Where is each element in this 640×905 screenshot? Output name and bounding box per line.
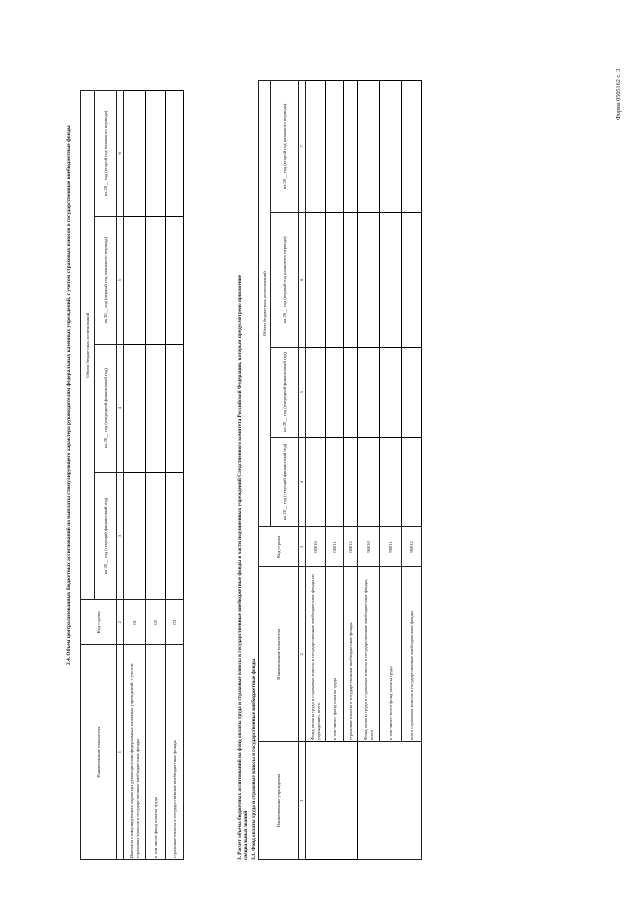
value-cell[interactable] [326, 437, 344, 527]
value-cell[interactable] [344, 81, 358, 213]
row-name: в том числе: фонд оплаты труда [326, 567, 344, 742]
row-code: 02 [146, 600, 166, 645]
header-year-plan-2: на 20__ год (второй год планового периода) [271, 81, 299, 213]
column-number: 3 [299, 527, 306, 567]
row-code: 90012 [402, 527, 422, 567]
value-cell[interactable] [380, 81, 402, 213]
value-cell[interactable] [124, 472, 146, 600]
row-code: 00010 [306, 527, 326, 567]
row-name: страховые взносы в государственные внебюджетные фонды [166, 645, 184, 860]
row-name: Выплаты стимулирующего характера руководителям федеральных казенных учреждений, с учетом страховых взносов в государственные внебюджетные фонды [124, 645, 146, 860]
value-cell[interactable] [166, 216, 184, 344]
institution-name-cell [358, 742, 422, 860]
value-cell[interactable] [306, 81, 326, 213]
value-cell[interactable] [402, 81, 422, 213]
section-3-title-continued: специальных званий [243, 810, 249, 860]
column-number: 2 [117, 600, 124, 645]
column-number: 7 [299, 81, 306, 213]
value-cell[interactable] [344, 437, 358, 527]
header-year-next: на 20__ год (очередной финансовый год) [95, 344, 117, 472]
value-cell[interactable] [344, 347, 358, 437]
header-row-code: Код строки [81, 600, 117, 645]
value-cell[interactable] [146, 216, 166, 344]
value-cell[interactable] [124, 216, 146, 344]
column-number: 2 [299, 567, 306, 742]
value-cell[interactable] [166, 91, 184, 217]
value-cell[interactable] [124, 91, 146, 217]
header-year-current: на 20__ год (текущий финансовый год) [271, 437, 299, 527]
header-year-current: на 20__ год (текущий финансовый год) [95, 472, 117, 600]
value-cell[interactable] [146, 472, 166, 600]
row-name: Фонд оплаты труда и страховые взносы в государственные внебюджетные фонды по учреждению, всего [306, 567, 326, 742]
value-cell[interactable] [358, 437, 380, 527]
value-cell[interactable] [402, 347, 422, 437]
value-cell[interactable] [358, 212, 380, 347]
value-cell[interactable] [146, 91, 166, 217]
value-cell[interactable] [402, 437, 422, 527]
header-row-code: Код строки [259, 527, 299, 567]
row-name: в том числе фонд оплаты труда [146, 645, 166, 860]
value-cell[interactable] [326, 81, 344, 213]
value-cell[interactable] [380, 437, 402, 527]
header-year-plan-1: на 20__ год (первый год планового периода) [95, 216, 117, 344]
column-number: 3 [117, 472, 124, 600]
section-2-4-title: 2.4. Объем централизованных бюджетных ассигнований на выплаты стимулирующего характера руководителям федеральных казенных учреждений, с учетом страховых взносов в государственные внебюджетные фонды [66, 125, 72, 665]
value-cell[interactable] [380, 212, 402, 347]
table-2-4 [80, 90, 184, 860]
value-cell[interactable] [358, 81, 380, 213]
institution-name-cell[interactable] [306, 742, 358, 860]
column-number: 4 [117, 344, 124, 472]
row-code: 00011 [326, 527, 344, 567]
header-indicator-name: Наименование показателя [259, 567, 299, 742]
value-cell[interactable] [124, 344, 146, 472]
column-number: 5 [299, 347, 306, 437]
row-code: 90011 [380, 527, 402, 567]
value-cell[interactable] [306, 212, 326, 347]
value-cell[interactable] [402, 212, 422, 347]
column-number: 5 [117, 216, 124, 344]
section-3-1-title: 3.1. Фонд оплаты труда и страховые взносы в государственные внебюджетные фонды [251, 658, 257, 860]
header-budget-volume: Объем бюджетных ассигнований [259, 81, 271, 527]
header-year-plan-1: на 20__ год (первый год планового периода) [271, 212, 299, 347]
row-code: 90010 [358, 527, 380, 567]
row-name: в том числе: всего фонд оплаты труда [380, 567, 402, 742]
value-cell[interactable] [380, 347, 402, 437]
row-code: 00012 [344, 527, 358, 567]
header-institution-name: Наименование учреждения [259, 742, 299, 860]
value-cell[interactable] [166, 472, 184, 600]
column-number: 1 [299, 742, 306, 860]
value-cell[interactable] [146, 344, 166, 472]
column-number: 6 [299, 212, 306, 347]
form-code: Форма 0505162 с. 3 [615, 68, 622, 120]
value-cell[interactable] [166, 344, 184, 472]
column-number: 4 [299, 437, 306, 527]
table-3-1 [258, 80, 422, 860]
value-cell[interactable] [306, 437, 326, 527]
column-number: 6 [117, 91, 124, 217]
header-year-next: на 20__ год (очередной финансовый год) [271, 347, 299, 437]
column-number: 1 [117, 645, 124, 860]
row-code: 03 [166, 600, 184, 645]
header-budget-volume: Объем бюджетных ассигнований [81, 91, 95, 600]
value-cell[interactable] [326, 347, 344, 437]
row-name: страховые взносы в государственные внебюджетные фонды [344, 567, 358, 742]
value-cell[interactable] [344, 212, 358, 347]
section-3-title: 3. Расчет объема бюджетных ассигнований на фонд оплаты труда и страховые взносы в государственные внебюджетные фонды в части подчиненных учреждений Следственного комитета Российской Федерации, которым предусмотрено присвоение [237, 274, 243, 860]
row-name: всего страховые взносы в государственные внебюджетные фонды [402, 567, 422, 742]
row-code: 01 [124, 600, 146, 645]
header-year-plan-2: на 20__ год (второй год планового периода) [95, 91, 117, 217]
header-indicator-name: Наименование показателя [81, 645, 117, 860]
value-cell[interactable] [358, 347, 380, 437]
row-name: Фонд оплаты труда и страховые взносы в государственные внебюджетные фонды, всего [358, 567, 380, 742]
value-cell[interactable] [306, 347, 326, 437]
value-cell[interactable] [326, 212, 344, 347]
